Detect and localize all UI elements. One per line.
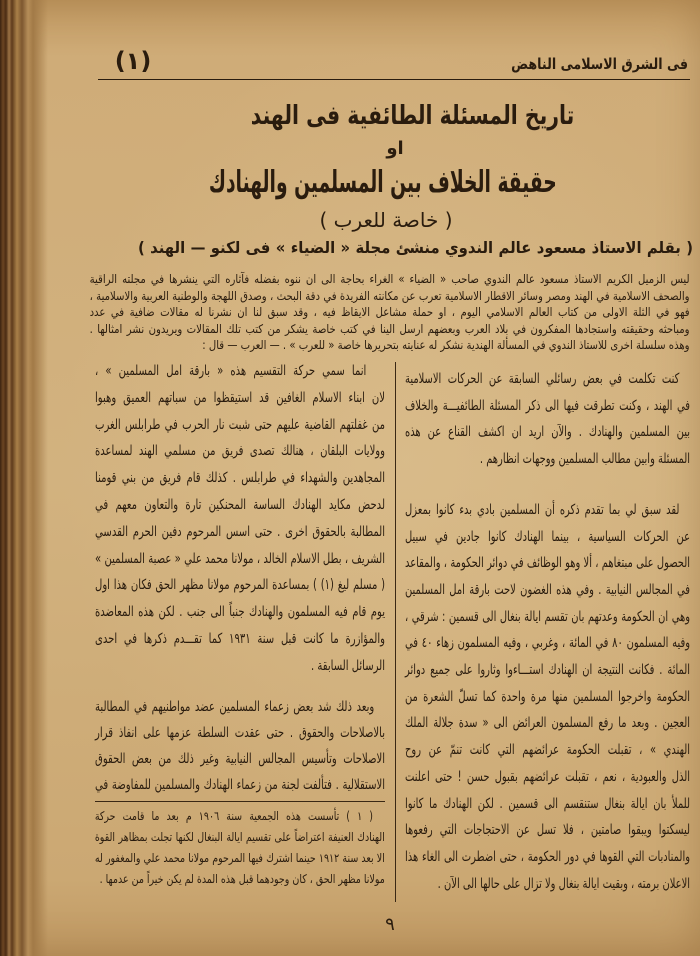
author-byline — [138, 237, 693, 259]
footnote-rule — [95, 801, 385, 802]
column-divider — [395, 362, 396, 902]
running-header — [510, 52, 688, 76]
text-line: بالاصلاحات والحقوق . حتى عقدت السلطة عزمها على انفاذ قرار — [95, 724, 385, 741]
text-line: لدحض مكايد الهنادك الساسة المحنكين تارة والتعاون معهم في — [95, 496, 385, 513]
paragraph — [95, 694, 385, 798]
footnote — [95, 806, 385, 890]
text-line: وبعد ذلك شد بعض زعماء المسلمين عضد مواطنيهم في المطالبة — [95, 698, 375, 715]
text-line: الحصول على مبتغاهم ، ألا وهو الوظائف في دوائر الحكومة ، والمقاعد — [405, 555, 690, 572]
title-note-text: ( خاصة للعرب ) — [319, 208, 453, 232]
text-line: وولايات البلقان ، هنالك تصدى فريق من مسلمي الهند لمساعدة — [95, 443, 385, 460]
text-line: ( مسلم ليغ (١) ) بمساعدة المرحوم مولانا مظهر الحق فكان هذا اول — [95, 577, 386, 594]
text-line: من غفلتهم القاضية عليهم حتى شبت نار الحرب في طرابلس الغرب — [95, 416, 385, 433]
footnote-line: الا بعد سنة ١٩١٢ حينما اشترك فيها المرحوم مولانا محمد علي والمغفور له — [95, 851, 385, 865]
footnote-line: ( ١ ) تأسست هذه الجمعية سنة ١٩٠٦ م بعد ما قامت حركة — [95, 809, 374, 823]
text-line: فهو في الثلة الاولى من كتاب العالم الاسلامي اليوم ، او حملة مشاعل الايقاظ فيه ، وقد سبق لنا ان نشرنا له مقالات ضافية في عدد — [90, 305, 690, 320]
text-line: الرسائل السابقة . — [310, 657, 385, 674]
article-subtitle-text: حقيقة الخلاف بين المسلمين والهنادك — [209, 165, 557, 200]
text-line: في المجالس النيابية . وفي هذه الغضون لاحت بارقة امل المسلمين — [405, 581, 690, 598]
text-line: والمنادبات التي القوها في دور الحكومة ، حتى اضطرت الى الغاء هذا — [405, 848, 690, 865]
paragraph — [405, 366, 690, 473]
text-line: الشريف ، بطل الاسلام الخالد ، مولانا محمد علي « عصبة المسلمين » — [95, 550, 385, 567]
text-line: الهندي » ، تقبلت الحكومة عرائضهم التي كانت تنمّ عن روح — [405, 742, 690, 759]
running-header-text: فى الشرق الاسلامى الناهض — [511, 55, 688, 73]
footnote-line: مولانا مظهر الحق ، كان وجودهما قبل هذه المدة لم يكن خيراً من عدمها . — [99, 872, 386, 886]
text-line: ومباحثه وحقيقته واستجادها المفكرون في بلاد العرب وبعضهم ارسل الينا في كتب خاصة يشكر من كتب تلك المقالات ويريدون نشر امثالها . — [90, 321, 690, 336]
text-line: للملأ بان ايالة بنغال ستنقسم الى قسمين . لكن الهنادك ما كانوا — [405, 795, 690, 812]
text-line: والصحف الاسلامية في الهند ومصر وسائر الاقطار الاسلامية تعرب عن مكانته الفريدة في دقة البحث ، وصدق اللهجة والوطنية العربية والاسلامية ، — [90, 288, 690, 303]
text-line: المسئلة وابين مطالب المسلمين ووجهات انظارهم . — [479, 451, 690, 468]
text-line: الحكومة واخرجوا المسلمين منها مرة واحدة كما تسلّ الشعرة من — [405, 688, 690, 705]
article-title — [250, 94, 575, 138]
footnote-line: الهنادك العنيفة اعتراضاً على تقسيم ايالة البنغال لكنها تجلت بمظاهر القوة — [95, 830, 385, 844]
header-rule — [98, 79, 690, 80]
article-title-text: تاريخ المسئلة الطائفية فى الهند — [250, 101, 575, 131]
text-line: لان ابناء الاسلام الغافين قد استيقظوا من سباتهم العميق وهبوا — [95, 389, 385, 406]
text-line: الذل والعبودية ، نعم ، تقبلت عرائضهم بقبول حسن ! حتى اعلنت — [405, 768, 690, 785]
text-line: ليس الزميل الكريم الاستاذ مسعود عالم الندوي صاحب « الضياء » الغراء بحاجة الى ان ننوه بفضله فآثاره التي ينشرها في مجلته الراقية — [90, 272, 690, 286]
text-line: كنت تكلمت في بعض رسائلي السابقة عن الحركات الاسلامية — [405, 371, 680, 387]
author-byline-text: ( بقلم الاستاذ مسعود عالم الندوي منشئ مجلة « الضياء » فى لكنو — الهند ) — [138, 238, 693, 257]
text-line: الاستقلالية . فتألفت لجنة من زعماء الهنادك والمسلمين للمفاوضة في — [95, 776, 385, 793]
text-line: الاعلان برمته ، وبقيت ايالة بنغال ولا تزال على حالها الى الآن . — [437, 875, 690, 892]
text-line: والمؤازرة ما كانت قبل سنة ١٩٣١ كما تقـــدم ذكرها في احدى — [95, 630, 385, 647]
text-line: المطالبة بالحقوق اخرى . حتى اسس المرحوم دفين الحرم القدسي — [95, 523, 385, 540]
text-line: لقد سبق لي بما تقدم ذكره أن المسلمين بادي بدء كانوا بمعزل — [405, 501, 680, 518]
text-line: في الهند ، وكنت تطرقت فيها الى ذكر المسئلة الطائفيـــة والخلاف — [405, 397, 690, 414]
text-line: بين المسلمين والهنادك . والآن اريد ان اكشف القناع عن هذه — [405, 424, 690, 441]
article-subtitle — [208, 160, 558, 206]
text-line: ليسكتوا ويبقوا صامتين ، فلا تسل عن الاحتجاجات التي رفعوها — [405, 822, 690, 839]
text-line: وفيه المسلمون ٨٠ في المائة ، وغربي ، وفيه المسلمون زهاء ٤٠ في — [405, 635, 690, 652]
title-note — [300, 206, 472, 234]
title-connector-text: او — [386, 138, 404, 159]
text-line: العجين . وبعد ما رفع المسلمون العرائض الى « سدة جلالة الملك — [405, 715, 690, 732]
page-number: ٩ — [385, 914, 395, 935]
text-line: المجاهدين والشهداء في طرابلس . كذلك قام فريق من بني قومنا — [95, 470, 385, 487]
text-line: يوم قام فيه المسلمون والهنادك جنباً الى جنب . لكن هذه المعاضدة — [95, 604, 385, 621]
title-connector — [360, 138, 430, 160]
right-column — [405, 366, 690, 897]
text-line: عن الحركات السياسية ، بينما الهنادك كانوا جادين في سبيل — [405, 528, 690, 545]
paragraph — [95, 358, 385, 680]
text-line: المائة . فكانت النتيجة ان الهنادك استـــاءوا وثاروا على جميع دوائر — [405, 662, 690, 679]
left-column — [95, 358, 385, 798]
page-marker: (١) — [114, 47, 152, 75]
text-line: وهذه سلسلة اخرى للاستاذ الندوي في المسألة الهندية نشكر له عنايته بتحريرها خاصة « للعرب » . — العرب — قال : — [202, 338, 690, 353]
book-binding-edge — [0, 0, 48, 956]
text-line: الاصلاحات وتأسيس المجالس النيابية وغير ذلك من بعض الحقوق — [95, 750, 385, 767]
editor-intro — [90, 271, 690, 354]
text-line: وهي ان الحكومة وعدتهم بان تقسم ايالة بنغال الى قسمين : شرقي ، — [405, 608, 690, 625]
paragraph — [405, 497, 690, 898]
text-line: انما سمي حركة التقسيم هذه « بارقة امل المسلمين » ، — [95, 363, 367, 379]
